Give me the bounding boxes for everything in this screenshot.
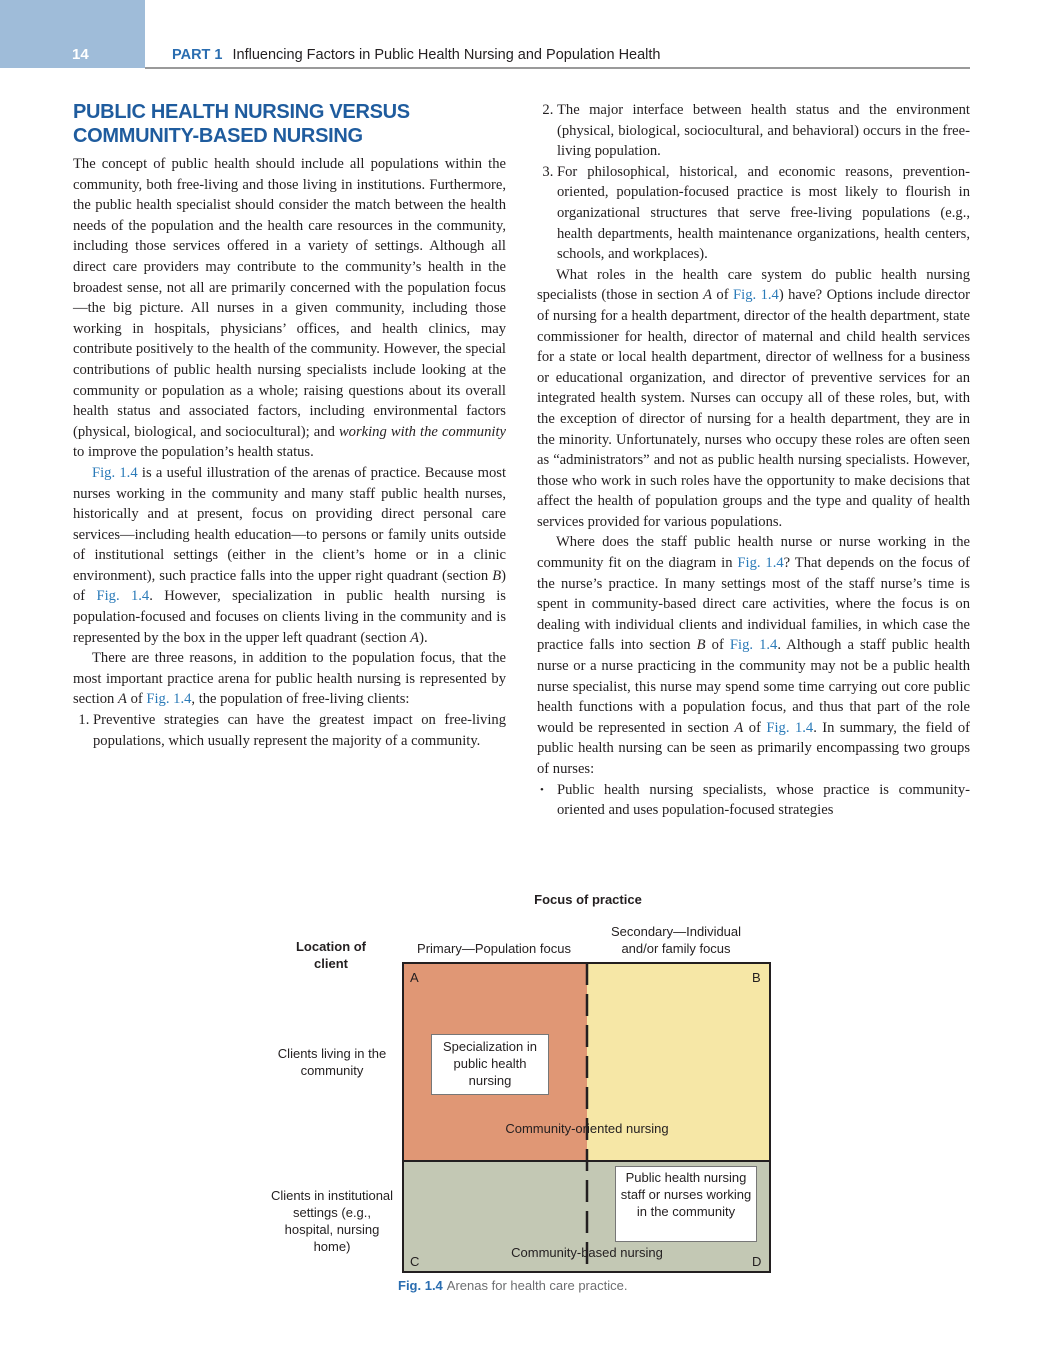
row-header-institution: Clients in institutional settings (e.g., hospital, nursing home) bbox=[270, 1188, 394, 1254]
section-title-line1: PUBLIC HEALTH NURSING VERSUS bbox=[73, 101, 410, 123]
staff-text: Public health nursing staff or nurses working in the community bbox=[620, 1170, 752, 1219]
specialization-box bbox=[431, 1034, 549, 1095]
figure-link[interactable]: Fig. 1.4 bbox=[146, 691, 192, 708]
text-run: ? That depends on the focus of the nurse’s practice. In many settings most of the staff nurse’s time is spent in community-based direct care activities, where the focus is on dealing with individual clients and individual families, in which case the practice falls into section bbox=[537, 555, 971, 654]
figure-link[interactable]: Fig. 1.4 bbox=[737, 555, 784, 572]
list-item: 1. Preventive strategies can have the greatest impact on free-living populations, which usually represent the majority of a community. bbox=[93, 710, 506, 751]
emphasis: A bbox=[703, 287, 712, 304]
label-b: B bbox=[752, 970, 761, 985]
page-number: 14 bbox=[72, 46, 89, 63]
caption-text: Arenas for health care practice. bbox=[446, 1278, 628, 1293]
list-item: • Public health nursing specialists, whose practice is community-oriented and uses population-focused strategies bbox=[557, 780, 970, 821]
text-run: What roles in the health care system do public health nursing specialists (those in section bbox=[537, 266, 970, 304]
text-run: , the population of free-living clients: bbox=[191, 691, 410, 708]
figure-link[interactable]: Fig. 1.4 bbox=[729, 637, 778, 654]
running-header bbox=[172, 47, 661, 63]
column-header-primary: Primary—Population focus bbox=[417, 941, 571, 956]
list-item: 3. For philosophical, historical, and economic reasons, prevention-oriented, population-focused practice is most likely to flourish in organizational structures that serve free-living populations (e.g., health departments, health maintenance organizations, health centers, schools, and workplaces). bbox=[557, 162, 970, 265]
label-c: C bbox=[410, 1254, 420, 1269]
text-run: of bbox=[705, 637, 730, 654]
specialization-text: Specialization in public health nursing bbox=[443, 1039, 537, 1088]
text-run: of bbox=[743, 719, 767, 736]
text-run: of bbox=[126, 691, 147, 708]
text-run: The concept of public health should include all populations within the community, both free-living and those living in institutions. Furthermore, the public health specialist should consider the match between the health needs of the population and the health care resources in the community, including those services offered in a variety of settings. Although all direct care providers may contribute to the community’s health in the broadest sense, not all are primarily concerned with the population focus—the big picture. All nurses in a given community, including those working in hospitals, physicians’ offices, and health clinics, may contribute positively to the health of the community. However, the special contributions of public health nursing specialists include looking at the community or population as a whole; raising questions about its overall health status and associated factors, including environmental factors (physical, biological, and sociocultural); and bbox=[73, 156, 506, 440]
figure-link[interactable]: Fig. 1.4 bbox=[96, 588, 150, 605]
text-run: of bbox=[712, 287, 734, 304]
label-a: A bbox=[410, 970, 419, 985]
figure-1-4 bbox=[0, 880, 1052, 1300]
community-based-label: Community-based nursing bbox=[511, 1245, 663, 1260]
emphasis: A bbox=[410, 629, 420, 646]
emphasis: A bbox=[734, 719, 744, 736]
focus-title: Focus of practice bbox=[534, 892, 642, 907]
column-header-secondary: Secondary—Individual and/or family focus bbox=[610, 924, 742, 956]
location-title: Location of client bbox=[295, 939, 367, 971]
figure-link[interactable]: Fig. 1.4 bbox=[733, 287, 779, 304]
label-d: D bbox=[752, 1254, 762, 1269]
part-title: Influencing Factors in Public Health Nursing and Population Health bbox=[232, 47, 661, 63]
figure-link[interactable]: Fig. 1.4 bbox=[92, 464, 138, 481]
emphasis: B bbox=[696, 637, 706, 654]
left-column bbox=[73, 100, 506, 751]
text-run: ). bbox=[419, 629, 428, 646]
text-run: ) have? Options include director of nursing for a health department, director of the health department, state commissioner for health, director of maternal and child health services for a state or local health department, director of wellness for a business or educational organization, and director of preventive services for an integrated health system. Nurses can occupy all of these roles, but, with the exception of director of nursing for a health department, they are in the minority. Unfortunately, nurses who occupy these roles are often seen as “administrators” and not as public health nursing specialists. However, those who work in such roles have the opportunity to make decisions that affect the health of population groups and the type and quality of health services provided for various populations. bbox=[537, 287, 970, 530]
reasons-list bbox=[73, 710, 506, 751]
paragraph-4 bbox=[537, 265, 970, 533]
nurse-groups-list bbox=[537, 780, 970, 821]
emphasis: A bbox=[118, 691, 127, 708]
text-run: ) of bbox=[73, 567, 506, 605]
list-item: 2. The major interface between health status and the environment (physical, biological, sociocultural, and behavioral) occurs in the free-living population. bbox=[557, 100, 970, 162]
figure-caption bbox=[398, 1278, 627, 1293]
text-run: . However, specialization in public health nursing is population-focused and focuses on clients living in the community and is represented by the box in the upper left quadrant (section bbox=[73, 588, 506, 646]
section-title-line2: COMMUNITY-BASED NURSING bbox=[73, 125, 363, 147]
reasons-list-continued bbox=[537, 100, 970, 265]
text-run: is a useful illustration of the arenas of practice. Because most nurses working in the community and many staff public health nurses, historically and at present, focus on providing direct personal care services—including health education—to persons or family units outside of institutional settings (either in the client’s home or in a clinic environment), such practice falls into the upper right quadrant (section bbox=[73, 464, 506, 584]
figure-link[interactable]: Fig. 1.4 bbox=[766, 719, 814, 736]
paragraph-3 bbox=[73, 648, 506, 710]
text-run: to improve the population’s health status. bbox=[73, 444, 314, 461]
part-label: PART 1 bbox=[172, 47, 223, 63]
text-run: There are three reasons, in addition to the population focus, that the most important practice arena for public health nursing is represented by section bbox=[73, 650, 506, 708]
emphasis: B bbox=[492, 567, 502, 584]
caption-label: Fig. 1.4 bbox=[398, 1278, 443, 1293]
text-run: Where does the staff public health nurse or nurse working in the community fit on the diagram in bbox=[537, 534, 970, 572]
paragraph-2 bbox=[73, 463, 506, 648]
row-header-community: Clients living in the community bbox=[277, 1046, 387, 1078]
paragraph-1 bbox=[73, 154, 506, 463]
text-run: . In summary, the field of public health nursing can be seen as primarily encompassing two groups of nurses: bbox=[537, 719, 970, 777]
community-oriented-label: Community-oriented nursing bbox=[505, 1121, 669, 1136]
header-rule bbox=[145, 67, 970, 69]
staff-box bbox=[615, 1166, 757, 1242]
paragraph-5 bbox=[537, 532, 970, 779]
section-title bbox=[73, 100, 506, 148]
right-column bbox=[537, 100, 970, 821]
text-run: . Although a staff public health nurse or a nurse practicing in the community may not be a public health nurse specialist, this nurse may spend some time carrying out core public health functions with a population focus, and thus that part of the role would be represented in section bbox=[537, 637, 970, 736]
emphasis: working with the community bbox=[338, 423, 506, 440]
